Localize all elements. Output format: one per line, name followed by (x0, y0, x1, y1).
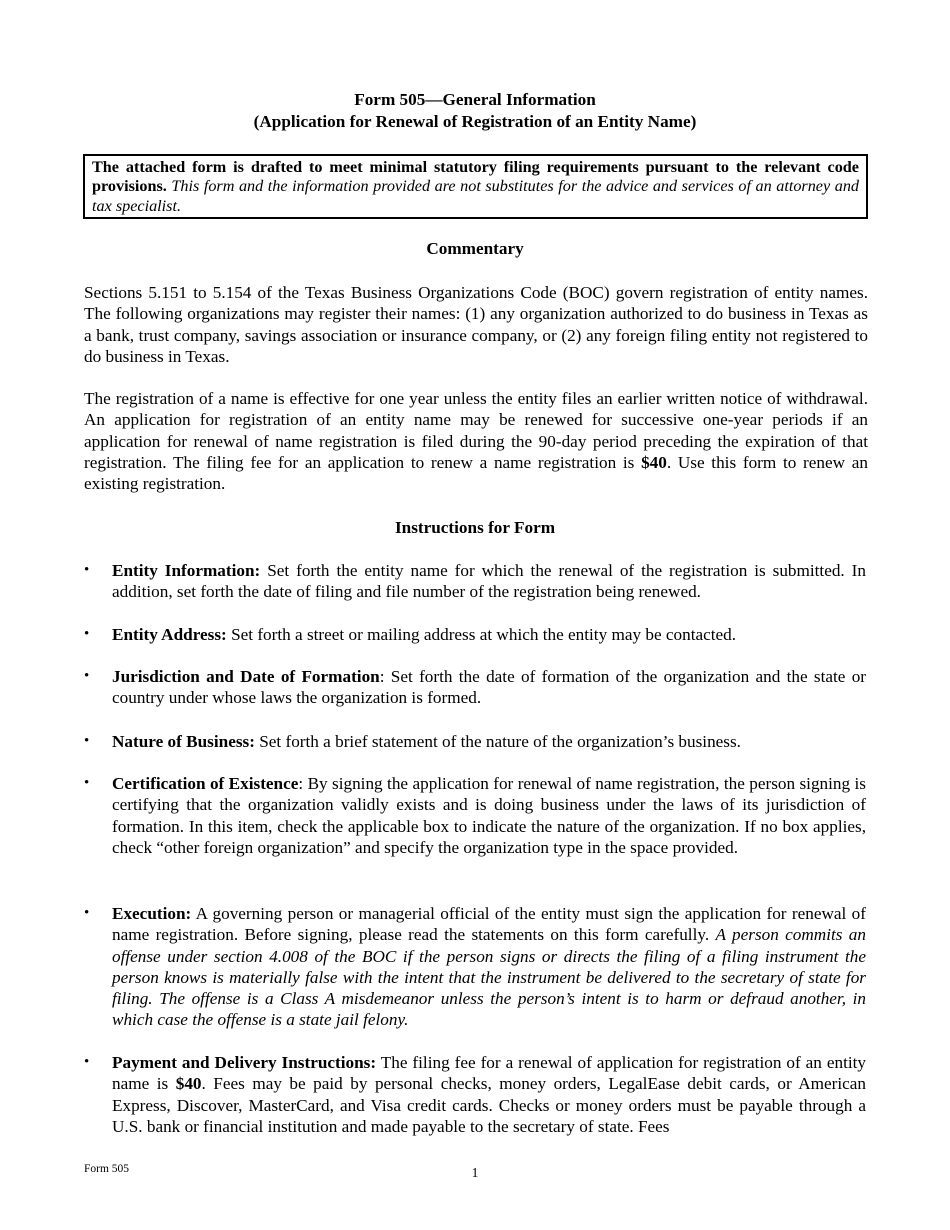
instruction-label: Execution: (112, 904, 192, 923)
instruction-label: Entity Address: (112, 625, 227, 644)
instruction-warning-italic: A person commits an offense under section 4.008 of the BOC if the person signs or directs the filing of a filing instrument the person knows is materially false with the intent that the instrument be delivered to the secretary of state for filing. The offense is a Class A misdemeanor unless the person’s intent is to harm or defraud another, in which case the offense is a state jail felony. (112, 925, 866, 1030)
notice-bold-text: The attached form is drafted to meet minimal statutory filing requirements pursuant to the relevant code provisions. (92, 158, 859, 196)
instruction-text: Set forth the entity name for which the renewal of the registration is submitted. In addition, set forth the date of filing and file number of the registration being renewed. (112, 561, 866, 602)
commentary-paragraph-1: Sections 5.151 to 5.154 of the Texas Business Organizations Code (BOC) govern registration of entity names. The following organizations may register their names: (1) any organization authorized to do business in Texas as a bank, trust company, savings association or insurance company, or (2) any foreign filing entity not registered to do business in Texas. (84, 283, 868, 366)
document-subtitle: (Application for Renewal of Registration of an Entity Name) (253, 111, 697, 131)
instruction-label: Certification of Existence (112, 774, 299, 793)
bullet-icon: • (84, 626, 90, 642)
instruction-label: Nature of Business: (112, 732, 255, 751)
bullet-icon: • (84, 905, 90, 921)
commentary-paragraph-2 (84, 388, 868, 494)
payment-fee-amount: $40 (175, 1074, 202, 1094)
notice-italic-text: This form and the information provided are not substitutes for the advice and services of an attorney and tax specialist. (92, 177, 860, 215)
instructions-heading: Instructions for Form (394, 518, 556, 537)
instruction-label: Payment and Delivery Instructions: (112, 1053, 377, 1072)
commentary-heading: Commentary (426, 239, 524, 258)
footer-form-label: Form 505 (84, 1163, 130, 1175)
bullet-icon: • (84, 733, 90, 749)
instruction-text: A governing person or managerial official of the entity must sign the application for renewal of name registration. Before signing, please read the statements on this form carefully. (112, 904, 866, 945)
document-title: Form 505—General Information (354, 90, 596, 109)
instruction-text: : By signing the application for renewal of name registration, the person signing is certifying that the organization validly exists and is doing business under the laws of its jurisdiction of formation. In this item, check the applicable box to indicate the nature of the organization. If no box applies, check “other foreign organization” and specify the organization type in the space provided. (112, 774, 866, 857)
bullet-icon: • (84, 668, 90, 684)
renewal-fee-amount: $40 (641, 452, 667, 472)
instruction-label: Jurisdiction and Date of Formation (112, 667, 380, 686)
instruction-text: Set forth a brief statement of the nature of the organization’s business. (254, 732, 741, 751)
bullet-icon: • (84, 562, 90, 578)
footer-page-number: 1 (471, 1165, 479, 1180)
instruction-label: Entity Information: (112, 561, 261, 580)
document-title-block (0, 89, 950, 132)
commentary-paragraph-2-text: The registration of a name is effective for one year unless the entity files an earlier written notice of withdrawal. An application for registration of an entity name may be renewed for successive one-year periods if an application for renewal of name registration is filed during the 90-day period preceding the expiration of that registration. The filing fee for an application to renew a name registration is (84, 389, 868, 472)
bullet-icon: • (84, 1054, 90, 1070)
commentary-paragraph-2-tail: . Use this form to renew an existing registration. (84, 452, 868, 494)
instruction-text: : Set forth the date of formation of the organization and the state or country under whose laws the organization is formed. (112, 667, 867, 708)
disclaimer-notice-box (83, 154, 868, 219)
instruction-text: The filing fee for a renewal of application for registration of an entity name is (112, 1053, 866, 1094)
instruction-text-tail: . Fees may be paid by personal checks, money orders, LegalEase debit cards, or American Express, Discover, MasterCard, and Visa credit cards. Checks or money orders must be payable through a U.S. bank or financial institution and made payable to the secretary of state. Fees (112, 1074, 866, 1136)
instruction-text: Set forth a street or mailing address at which the entity may be contacted. (226, 625, 737, 644)
bullet-icon: • (84, 775, 90, 791)
